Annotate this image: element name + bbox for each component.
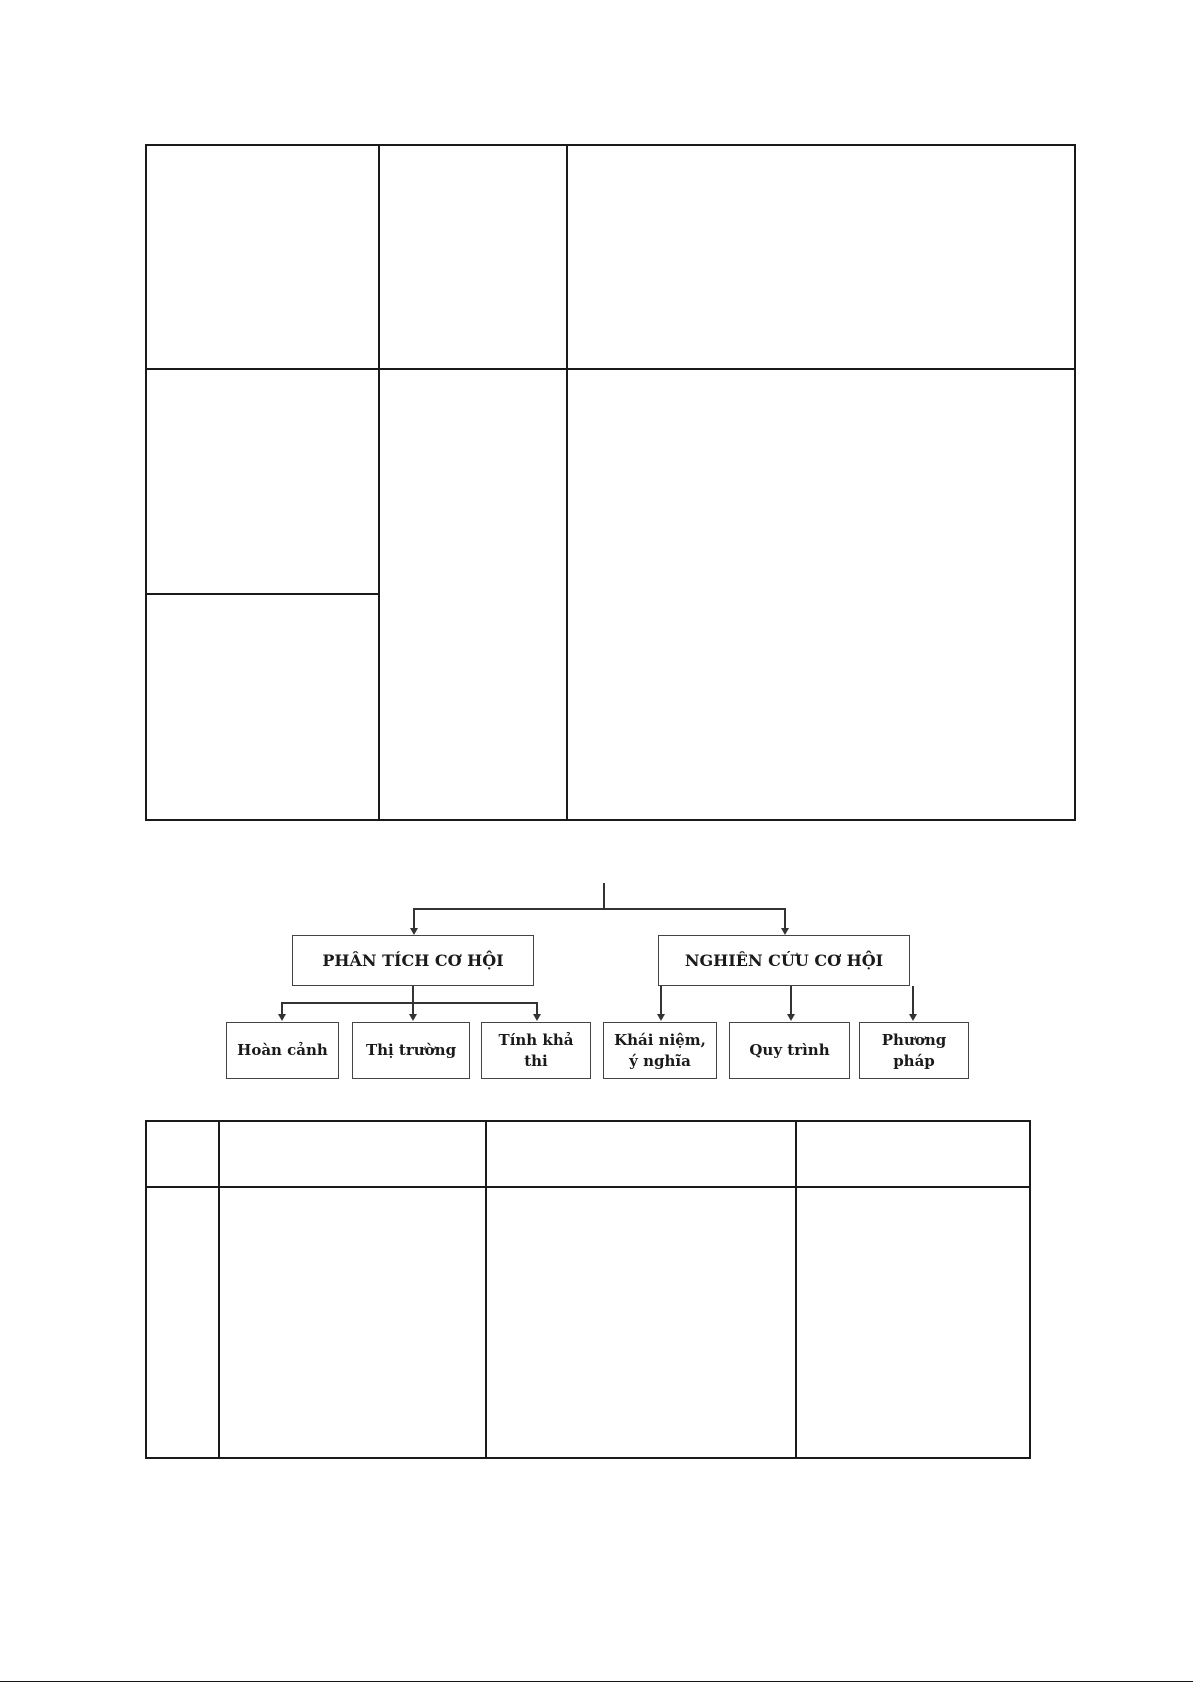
- arrow-to-left-header: [410, 928, 418, 935]
- top-table-frame: [145, 144, 1076, 821]
- arrow-to-thi-truong: [409, 1014, 417, 1021]
- right-child-2-drop: [790, 986, 792, 1016]
- arrow-to-right-header: [781, 928, 789, 935]
- arrow-to-hoan-canh: [278, 1014, 286, 1021]
- page-footer-rule: [0, 1681, 1193, 1682]
- tinh-kha-thi-node: Tính khả thi: [481, 1022, 591, 1079]
- top-table-row-divider-1: [145, 368, 1076, 370]
- connector-to-left-header: [413, 908, 415, 929]
- bottom-table-header-divider: [145, 1186, 1031, 1188]
- research-header-node: NGHIÊN CỨU CƠ HỘI: [658, 935, 910, 986]
- bottom-table-col-divider-3: [795, 1120, 797, 1459]
- bottom-table-frame: [145, 1120, 1031, 1459]
- hoan-canh-node: Hoàn cảnh: [226, 1022, 339, 1079]
- analysis-header-node: PHÂN TÍCH CƠ HỘI: [292, 935, 534, 986]
- right-child-1-drop: [660, 986, 662, 1016]
- top-table-row-divider-2: [145, 593, 380, 595]
- quy-trinh-node: Quy trình: [729, 1022, 850, 1079]
- phuong-phap-node: Phương pháp: [859, 1022, 969, 1079]
- left-group-stem: [412, 986, 414, 1002]
- root-connector: [413, 908, 785, 910]
- top-table-col-divider-2: [566, 144, 568, 821]
- left-group-connector: [281, 1002, 537, 1004]
- khai-niem-y-nghia-node: Khái niệm, ý nghĩa: [603, 1022, 717, 1079]
- arrow-to-quy-trinh: [787, 1014, 795, 1021]
- arrow-to-tinh-kha-thi: [533, 1014, 541, 1021]
- root-stem: [603, 883, 605, 909]
- connector-to-right-header: [784, 908, 786, 929]
- bottom-table-col-divider-2: [485, 1120, 487, 1459]
- top-table-col-divider-1: [378, 144, 380, 821]
- arrow-to-phuong-phap: [909, 1014, 917, 1021]
- bottom-table-col-divider-1: [218, 1120, 220, 1459]
- right-child-3-drop: [912, 986, 914, 1016]
- arrow-to-khai-niem: [657, 1014, 665, 1021]
- thi-truong-node: Thị trường: [352, 1022, 470, 1079]
